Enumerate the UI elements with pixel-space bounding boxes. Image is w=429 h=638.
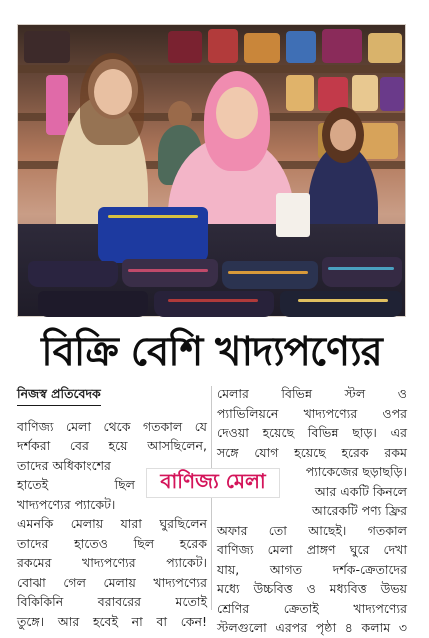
body-line: তুঙ্গে। আর হবেই না বা কেন! [17, 613, 207, 629]
body-line: মেলার বিভিন্ন স্টল ও [217, 386, 407, 401]
body-line: স্টলগুলো এরপর পৃষ্ঠা ৪ কলাম ৩ [217, 620, 407, 635]
body-line: যায়, আগত দর্শক-ক্রেতাদের [217, 561, 407, 577]
article-column-right [217, 384, 407, 638]
byline: নিজস্ব প্রতিবেদক [17, 384, 101, 406]
body-line: বাণিজ্য মেলা প্রাঙ্গণ ঘুরে দেখা [217, 542, 407, 557]
body-line: এমনকি মেলায় যারা ঘুরছিলেন [17, 516, 207, 531]
body-line: খাদ্যপণ্যের প্যাকেট। [17, 496, 116, 512]
body-line: অফার তো আছেই। গতকাল [217, 522, 407, 538]
body-line: দর্শকরা বের হয়ে আসছিলেন, [17, 438, 207, 453]
body-line: তাদের অধিকাংশের [17, 457, 111, 473]
body-line: বোঝা গেল মেলায় খাদ্যপণ্যের [17, 574, 207, 590]
body-line: মধ্যে উচ্চবিত্ত ও মধ্যবিত্ত উভয় [217, 581, 407, 596]
body-line: হাতেই ছিল [17, 477, 135, 492]
body-line: শ্রেণির ক্রেতাই খাদ্যপণ্যের [217, 600, 407, 616]
headline: বিক্রি বেশি খাদ্যপণ্যের [41, 328, 382, 375]
pull-quote: বাণিজ্য মেলা [146, 468, 280, 498]
body-line: বাণিজ্য মেলা থেকে গতকাল যে [17, 418, 207, 434]
body-line: প্যাকেজের ছড়াছড়ি। [305, 464, 407, 479]
body-line: রকমের খাদ্যপণ্যের প্যাকেট। [17, 555, 207, 570]
body-line: বিকিকিনি বরাবরের মতোই [17, 594, 207, 609]
body-line: আর একটি কিনলে [314, 483, 407, 499]
body-line: তাদের হাতেও ছিল হরেক [17, 535, 207, 551]
article-photo [17, 24, 406, 317]
body-line: দেওয়া হয়েছে বিভিন্ন ছাড়। এর [217, 425, 407, 440]
body-line: আরেকটি পণ্য ফ্রির [312, 503, 407, 518]
body-line: সঙ্গে যোগ হয়েছে হরেক রকম [217, 444, 407, 460]
article-column-left [17, 384, 207, 631]
body-line: প্যাভিলিয়নে খাদ্যপণ্যের ওপর [217, 405, 407, 421]
